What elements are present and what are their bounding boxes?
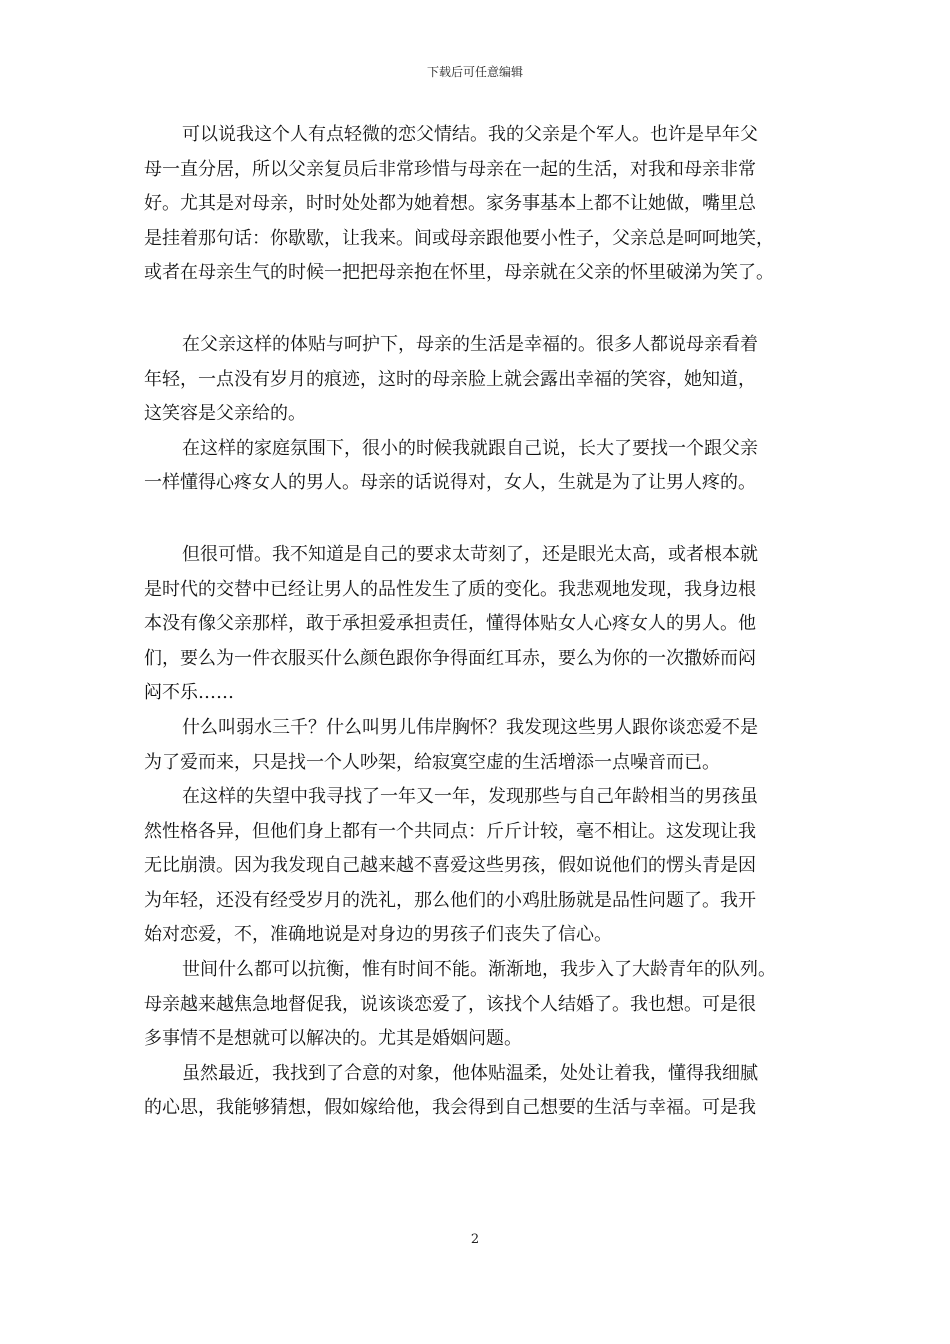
paragraph — [144, 328, 824, 432]
text-line: 的心思，我能够猜想，假如嫁给他，我会得到自己想要的生活与幸福。可是我 — [144, 1097, 756, 1119]
text-line: 这笑容是父亲给的。 — [144, 403, 306, 425]
text-line: 在这样的家庭氛围下，很小的时候我就跟自己说，长大了要找一个跟父亲 — [182, 437, 758, 459]
paragraph — [144, 711, 824, 780]
text-line: 是挂着那句话：你歇歇，让我来。间或母亲跟他要小性子，父亲总是呵呵地笑， — [144, 227, 774, 249]
text-line: 或者在母亲生气的时候一把把母亲抱在怀里，母亲就在父亲的怀里破涕为笑了。 — [144, 262, 774, 284]
text-line: 可以说我这个人有点轻微的恋父情结。我的父亲是个军人。也许是早年父 — [182, 124, 758, 145]
text-line: 们，要么为一件衣服买什么颜色跟你争得面红耳赤，要么为你的一次撒娇而闷 — [144, 647, 756, 669]
text-line: 母亲越来越焦急地督促我，说该谈恋爱了，该找个人结婚了。我也想。可是很 — [144, 993, 756, 1015]
text-line: 但很可惜。我不知道是自己的要求太苛刻了，还是眼光太高，或者根本就 — [182, 543, 758, 565]
text-line: 为了爱而来，只是找一个人吵架，给寂寞空虚的生活增添一点噪音而已。 — [144, 751, 720, 773]
text-line: 世间什么都可以抗衡，惟有时间不能。渐渐地，我步入了大龄青年的队列。 — [182, 959, 776, 981]
paragraph — [144, 538, 824, 711]
text-line: 为年轻，还没有经受岁月的洗礼，那么他们的小鸡肚肠就是品性问题了。我开 — [144, 889, 756, 911]
paragraph-gap — [144, 291, 824, 328]
text-line: 始对恋爱，不，准确地说是对身边的男孩子们丧失了信心。 — [144, 924, 612, 946]
document-body — [144, 118, 824, 1126]
text-line: 好。尤其是对母亲，时时处处都为她着想。家务事基本上都不让她做，嘴里总 — [144, 193, 756, 215]
page-number: 2 — [470, 1232, 480, 1247]
text-line: 本没有像父亲那样，敢于承担爱承担责任，懂得体贴女人心疼女人的男人。他 — [144, 613, 756, 635]
text-line: 在这样的失望中我寻找了一年又一年，发现那些与自己年龄相当的男孩虽 — [182, 786, 758, 808]
paragraph — [144, 953, 824, 1057]
text-line: 闷不乐…… — [144, 682, 234, 704]
paragraph — [144, 118, 824, 291]
paragraph — [144, 1057, 824, 1126]
paragraph — [144, 780, 824, 953]
text-line: 是时代的交替中已经让男人的品性发生了质的变化。我悲观地发现，我身边根 — [144, 578, 756, 600]
text-line: 然性格各异，但他们身上都有一个共同点：斤斤计较，毫不相让。这发现让我 — [144, 820, 756, 842]
text-line: 年轻，一点没有岁月的痕迹，这时的母亲脸上就会露出幸福的笑容，她知道， — [144, 368, 756, 390]
text-line: 多事情不是想就可以解决的。尤其是婚姻问题。 — [144, 1028, 522, 1050]
text-line: 一样懂得心疼女人的男人。母亲的话说得对，女人，生就是为了让男人疼的。 — [144, 472, 756, 494]
text-line: 虽然最近，我找到了合意的对象，他体贴温柔，处处让着我，懂得我细腻 — [182, 1062, 758, 1084]
text-line: 无比崩溃。因为我发现自己越来越不喜爱这些男孩，假如说他们的愣头青是因 — [144, 855, 756, 877]
text-line: 什么叫弱水三千？什么叫男儿伟岸胸怀？我发现这些男人跟你谈恋爱不是 — [182, 716, 758, 738]
text-line: 母一直分居，所以父亲复员后非常珍惜与母亲在一起的生活，对我和母亲非常 — [144, 158, 756, 180]
text-line: 在父亲这样的体贴与呵护下，母亲的生活是幸福的。很多人都说母亲看着 — [182, 333, 758, 355]
paragraph-gap — [144, 501, 824, 538]
page-header: 下载后可任意编辑 — [426, 65, 523, 79]
paragraph — [144, 432, 824, 501]
